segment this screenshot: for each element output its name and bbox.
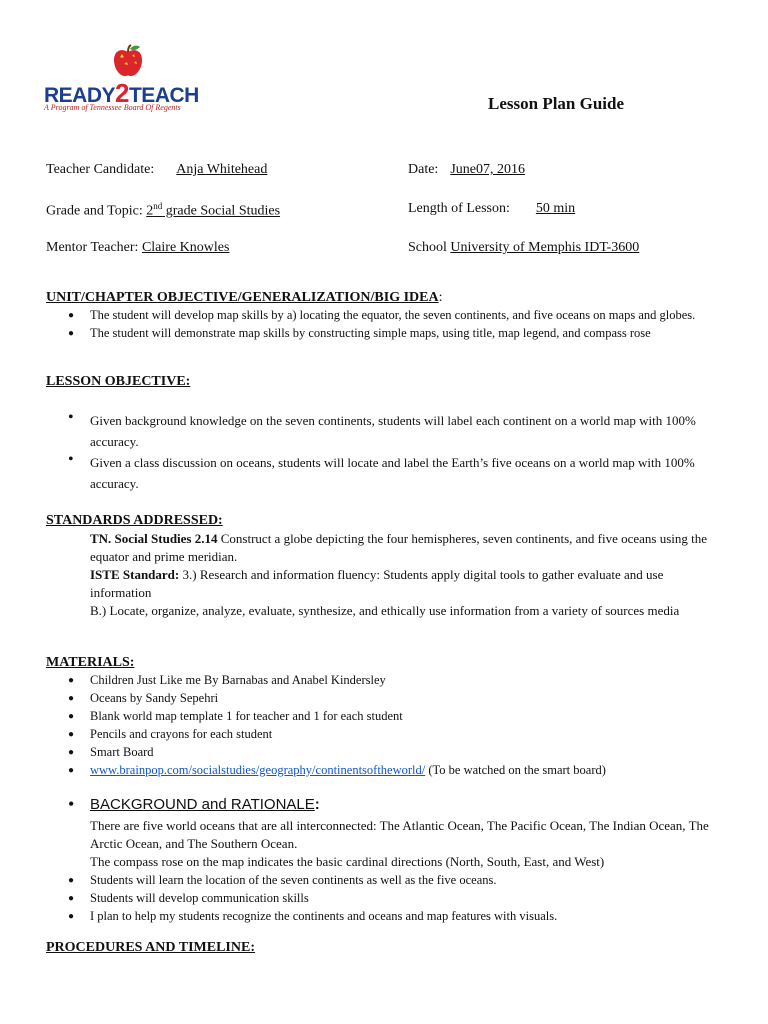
mentor-value: Claire Knowles [141,240,230,255]
teacher-field: Teacher Candidate: Anja Whitehead [46,162,340,178]
bullet: • [68,794,75,814]
background-list [90,871,730,925]
background-body: There are five world oceans that are all interconnected: The Atlantic Ocean, The Pacific Ocean, The Indian Ocean, The Arctic Ocean, and The Southern Ocean. The compass rose on the map indicates the basic cardinal directions (North, South, East, and West) [90,818,709,869]
ready2teach-logo [44,44,199,114]
iste-b-standard: B.) Locate, organize, analyze, evaluate, synthesize, and ethically use information from a variety of sources media [90,603,680,618]
mentor-field: Mentor Teacher: Claire Knowles [46,240,230,255]
grade-value: 2nd grade Social Studies [146,201,281,219]
list-item: ● Smart Board [90,743,730,761]
school-field: School University of Memphis IDT-3600 [408,240,640,255]
unit-objective-heading: UNIT/CHAPTER OBJECTIVE/GENERALIZATION/BIG IDEA: [46,290,443,305]
unit-objective-list [90,307,730,341]
materials-list [90,671,730,779]
background-heading: • BACKGROUND and RATIONALE: [68,794,320,814]
logo-tagline: A Program of Tennessee Board Of Regents [44,103,181,112]
list-item: ● Children Just Like me By Barnabas and Anabel Kindersley [90,671,730,689]
list-item: ● www.brainpop.com/socialstudies/geography/continentsoftheworld/ (To be watched on the smart board) [90,761,730,779]
brainpop-link[interactable]: www.brainpop.com/socialstudies/geography/continentsoftheworld/ [90,763,426,777]
list-item: ● Oceans by Sandy Sepehri [90,689,730,707]
school-value: University of Memphis IDT-3600 [450,240,640,255]
list-item: ● Students will learn the location of the seven continents as well as the five oceans. [90,871,730,889]
lesson-objective-list [90,410,730,494]
list-item: ● Students will develop communication skills [90,889,730,907]
standards-heading: STANDARDS ADDRESSED: [46,513,223,528]
list-item: ● I plan to help my students recognize the continents and oceans and map features with visuals. [90,907,730,925]
date-value: June07, 2016 [450,162,525,177]
length-field: Length of Lesson: 50 min [408,201,626,217]
materials-heading: MATERIALS: [46,655,135,670]
list-item: • Given background knowledge on the seven continents, students will label each continent on a world map with 100% accuracy. [90,410,730,452]
length-value: 50 min [535,201,576,216]
list-item: ● Blank world map template 1 for teacher and 1 for each student [90,707,730,725]
iste-standard: ISTE Standard: 3.) Research and information fluency: Students apply digital tools to gather evaluate and use information [90,567,664,600]
list-item: • Given a class discussion on oceans, students will locate and label the Earth’s five oceans on a world map with 100% accuracy. [90,452,730,494]
teacher-value: Anja Whitehead [176,162,268,177]
procedures-heading: PROCEDURES AND TIMELINE: [46,940,255,955]
lesson-objective-heading: LESSON OBJECTIVE: [46,374,191,389]
page-title: Lesson Plan Guide [488,94,625,113]
standards-body [90,530,720,620]
grade-field: Grade and Topic: 2nd grade Social Studies [46,201,330,220]
apple-icon [110,44,146,80]
date-field: Date: June07, 2016 [408,162,542,178]
logo-wordmark: READY2TEACH [44,78,199,108]
tn-standard: TN. Social Studies 2.14 Construct a globe depicting the four hemispheres, seven continents, and five oceans using the equator and prime meridian. [90,531,708,564]
list-item: ● The student will demonstrate map skills by constructing simple maps, using title, map legend, and compass rose [90,325,730,341]
list-item: ● The student will develop map skills by a) locating the equator, the seven continents, and five oceans on maps and globes. [90,307,730,323]
list-item: ● Pencils and crayons for each student [90,725,730,743]
